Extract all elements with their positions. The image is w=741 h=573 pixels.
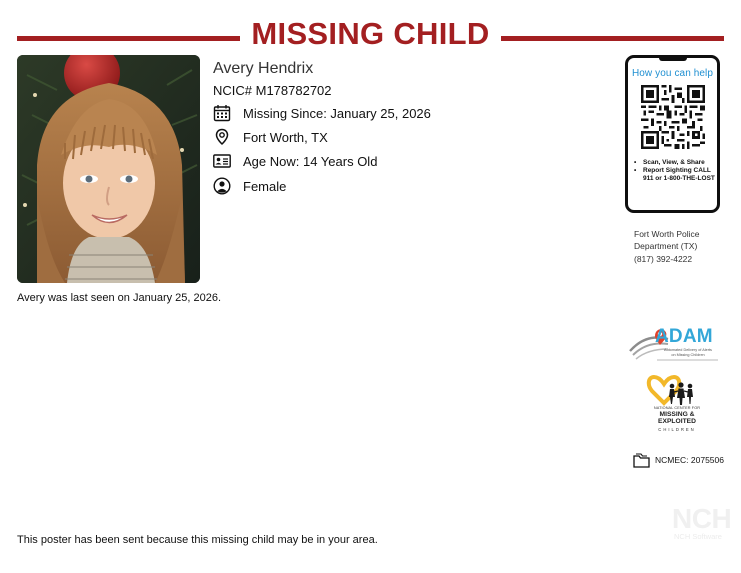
nch-watermark-text: NCH Software bbox=[674, 532, 722, 541]
adam-tagline-line1: Automated Delivery of Alerts bbox=[664, 348, 712, 352]
agency-name-line1: Fort Worth Police bbox=[634, 229, 700, 239]
id-card-icon bbox=[213, 152, 231, 170]
help-panel bbox=[625, 55, 720, 213]
help-title: How you can help bbox=[631, 68, 714, 79]
phone-notch bbox=[659, 58, 687, 61]
ncmec-name-line1: MISSING & bbox=[659, 411, 695, 418]
help-item-report: • Report Sighting CALL 911 or 1-800-THE-LOST bbox=[633, 167, 717, 183]
agency-phone[interactable]: (817) 392-4222 bbox=[634, 253, 693, 264]
nch-watermark-logo: NCH bbox=[672, 503, 732, 534]
child-photo bbox=[17, 55, 200, 283]
adam-tagline-line2: on Missing Children bbox=[671, 352, 705, 357]
ncmec-id-row bbox=[633, 451, 724, 469]
footer-note: This poster has been sent because this missing child may be in your area. bbox=[17, 534, 378, 546]
location: Fort Worth, TX bbox=[243, 129, 328, 145]
help-list bbox=[633, 159, 717, 183]
adam-tagline bbox=[657, 348, 719, 357]
location-pin-icon bbox=[213, 128, 231, 146]
agency-name-line2: Department (TX) bbox=[634, 241, 698, 252]
ncmec-children-text: CHILDREN bbox=[658, 427, 696, 432]
calendar-icon bbox=[213, 104, 231, 122]
ncmec-small-text: NATIONAL CENTER FOR bbox=[653, 406, 701, 410]
sex: Female bbox=[243, 178, 287, 194]
last-seen-text: Avery was last seen on January 25, 2026. bbox=[17, 292, 222, 304]
header-rule-right bbox=[501, 36, 724, 41]
age-row bbox=[213, 150, 377, 172]
person-icon bbox=[213, 177, 231, 195]
ncmec-id: NCMEC: 2075506 bbox=[655, 455, 724, 465]
missing-since-row bbox=[213, 102, 431, 124]
header-rule-left bbox=[17, 36, 240, 41]
adam-wordmark: ADAM bbox=[655, 326, 713, 347]
help-item-share: • Scan, View, & Share bbox=[633, 159, 717, 167]
sex-row bbox=[213, 175, 286, 197]
age-now: Age Now: 14 Years Old bbox=[243, 153, 378, 169]
ncmec-name bbox=[644, 411, 710, 425]
missing-since: Missing Since: January 25, 2026 bbox=[243, 105, 431, 121]
agency-contact bbox=[634, 228, 734, 265]
ncmec-logo bbox=[644, 373, 710, 435]
poster-title: MISSING CHILD bbox=[251, 16, 490, 51]
location-row bbox=[213, 126, 328, 148]
ncic-number: NCIC# M178782702 bbox=[213, 83, 332, 98]
qr-code-icon[interactable] bbox=[641, 85, 705, 149]
child-name: Avery Hendrix bbox=[213, 60, 314, 77]
adam-logo bbox=[628, 325, 720, 363]
ncmec-name-line2: EXPLOITED bbox=[658, 418, 696, 425]
folder-icon bbox=[633, 453, 650, 468]
child-info bbox=[213, 58, 573, 194]
nch-watermark bbox=[670, 503, 732, 543]
